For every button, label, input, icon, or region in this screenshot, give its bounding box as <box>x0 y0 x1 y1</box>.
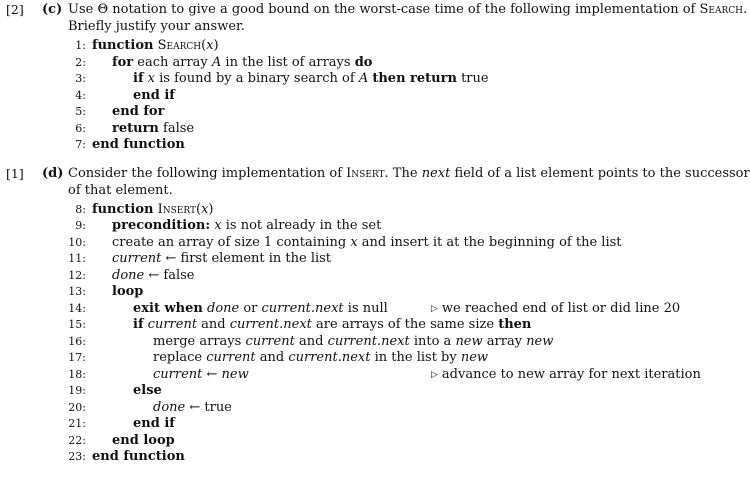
comment <box>431 367 701 384</box>
line-number: 2: <box>75 56 86 69</box>
code-text: merge arrays current and current.next into a new array new <box>153 334 554 349</box>
line-number: 22: <box>68 434 86 447</box>
line-number: 9: <box>75 219 86 232</box>
code-text: done ← false <box>112 268 195 283</box>
question-d-intro-2: of that element. <box>68 183 173 198</box>
line-number: 15: <box>68 318 86 331</box>
line-number: 14: <box>68 302 86 315</box>
part-label-c: (c) <box>42 2 63 17</box>
line-number: 11: <box>68 252 86 265</box>
line-number: 12: <box>68 269 86 282</box>
line-number: 1: <box>75 39 86 52</box>
code-text: current ← first element in the list <box>112 251 332 266</box>
line-number: 3: <box>75 72 86 85</box>
question-c-intro-2: Briefly justify your answer. <box>68 19 245 34</box>
code-text: return false <box>112 121 195 136</box>
marks-c: [2] <box>6 2 24 17</box>
comment-text: advance to new array for next iteration <box>441 367 701 382</box>
line-number: 4: <box>75 89 86 102</box>
code-text: done ← true <box>153 400 232 415</box>
marks-d: [1] <box>6 166 24 181</box>
code-text: end function <box>92 137 185 152</box>
line-number: 16: <box>68 335 86 348</box>
part-label-d: (d) <box>42 166 64 181</box>
line-number: 23: <box>68 450 86 463</box>
question-c-intro-1: Use Θ notation to give a good bound on the worst-case time of the following implementation of Search. <box>68 2 748 17</box>
code-text: current ← new <box>153 367 249 382</box>
line-number: 21: <box>68 417 86 430</box>
code-text: exit when done or current.next is null <box>133 301 388 316</box>
code-text: loop <box>112 284 144 299</box>
question-d-intro-1: Consider the following implementation of Insert. The next field of a list element points to the successor <box>68 166 750 181</box>
comment-triangle-icon: ▷ <box>431 304 438 314</box>
code-text: end function <box>92 449 185 464</box>
line-number: 5: <box>75 105 86 118</box>
code-text: function Insert(x) <box>92 202 214 217</box>
code-text: for each array A in the list of arrays do <box>112 55 373 70</box>
line-number: 20: <box>68 401 86 414</box>
line-number: 6: <box>75 122 86 135</box>
code-text: end for <box>112 104 165 119</box>
code-text: end loop <box>112 433 175 448</box>
line-number: 7: <box>75 138 86 151</box>
code-text: if x is found by a binary search of A then return true <box>133 71 489 86</box>
code-text: else <box>133 383 162 398</box>
line-number: 19: <box>68 384 86 397</box>
code-text: end if <box>133 88 175 103</box>
line-number: 18: <box>68 368 86 381</box>
comment-text: we reached end of list or did line 20 <box>441 301 681 316</box>
line-number: 13: <box>68 285 86 298</box>
code-text: precondition: x is not already in the set <box>112 218 382 233</box>
line-number: 10: <box>68 236 86 249</box>
code-text: function Search(x) <box>92 38 219 53</box>
code-text: if current and current.next are arrays of the same size then <box>133 317 532 332</box>
code-text: replace current and current.next in the list by new <box>153 350 489 365</box>
code-text: create an array of size 1 containing x and insert it at the beginning of the list <box>112 235 622 250</box>
line-number: 17: <box>68 351 86 364</box>
comment <box>431 301 680 318</box>
line-number: 8: <box>75 203 86 216</box>
code-text: end if <box>133 416 175 431</box>
comment-triangle-icon: ▷ <box>431 370 438 380</box>
